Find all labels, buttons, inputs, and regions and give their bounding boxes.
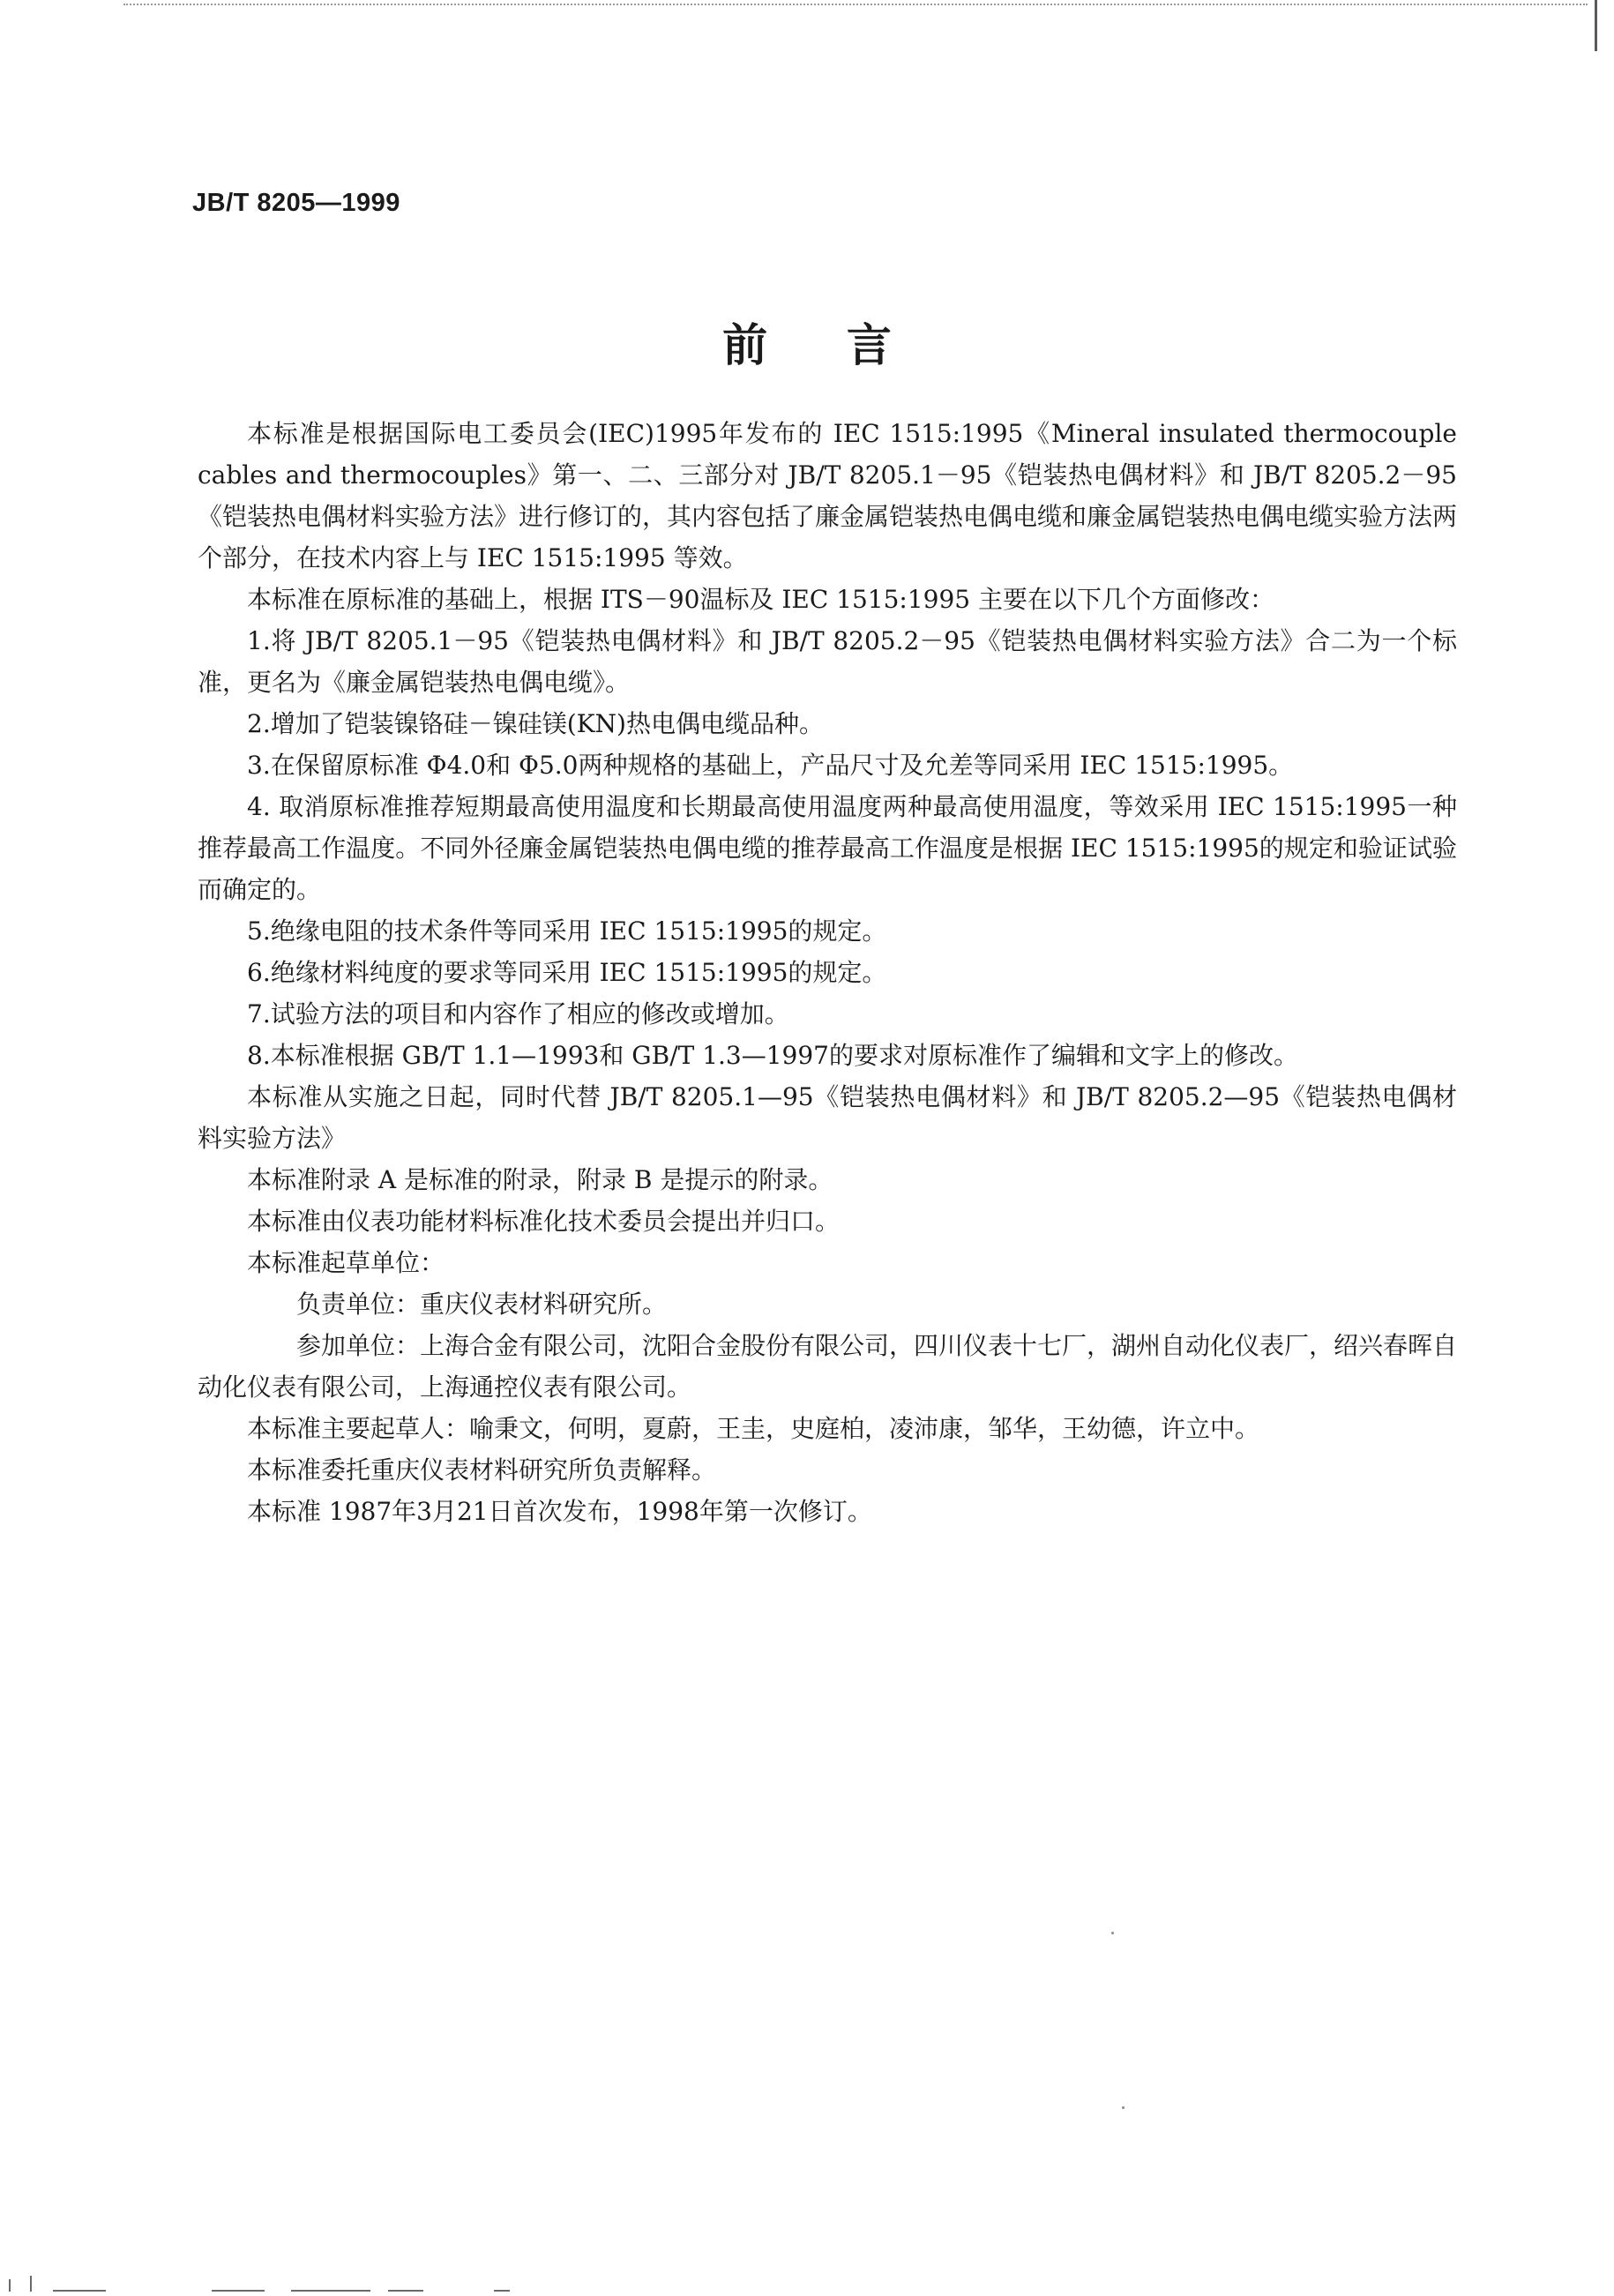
- list-item-2: 2.增加了铠装镍铬硅－镍硅镁(KN)热电偶电缆品种。: [247, 709, 824, 738]
- paragraph-interpretation: 本标准委托重庆仪表材料研究所负责解释。: [247, 1455, 717, 1485]
- list-item-3: 3.在保留原标准 Φ4.0和 Φ5.0两种规格的基础上，产品尺寸及允差等同采用 IEC 1515:1995。: [247, 751, 1294, 780]
- paragraph-participating-units: 参加单位：上海合金有限公司，沈阳合金股份有限公司，四川仪表十七厂，湖州自动化仪表厂，绍兴春晖自动化仪表有限公司，上海通控仪表有限公司。: [198, 1331, 1458, 1402]
- paragraph-appendix: 本标准附录 A 是标准的附录，附录 B 是提示的附录。: [247, 1165, 833, 1194]
- scan-speck: [1122, 2106, 1125, 2109]
- list-item-6: 6.绝缘材料纯度的要求等同采用 IEC 1515:1995的规定。: [247, 958, 887, 987]
- list-item-1: 1.将 JB/T 8205.1－95《铠装热电偶材料》和 JB/T 8205.2－95《铠装热电偶材料实验方法》合二为一个标准，更名为《廉金属铠装热电偶电缆》。: [198, 626, 1457, 697]
- paragraph-replacement: 本标准从实施之日起，同时代替 JB/T 8205.1—95《铠装热电偶材料》和 JB/T 8205.2—95《铠装热电偶材料实验方法》: [198, 1082, 1457, 1153]
- paragraph-responsible-unit: 负责单位：重庆仪表材料研究所。: [296, 1290, 668, 1319]
- paragraph-proposer: 本标准由仪表功能材料标准化技术委员会提出并归口。: [247, 1207, 841, 1236]
- paragraph-basis: 本标准在原标准的基础上，根据 ITS－90温标及 IEC 1515:1995 主要在以下几个方面修改：: [247, 585, 1275, 614]
- paragraph-history: 本标准 1987年3月21日首次发布，1998年第一次修订。: [247, 1497, 872, 1526]
- list-item-5: 5.绝缘电阻的技术条件等同采用 IEC 1515:1995的规定。: [247, 916, 887, 946]
- list-item-7: 7.试验方法的项目和内容作了相应的修改或增加。: [247, 999, 789, 1028]
- paragraph-drafting-units: 本标准起草单位：: [247, 1248, 445, 1277]
- scan-edge-line: [123, 4, 1588, 7]
- paragraph-intro: 本标准是根据国际电工委员会(IEC)1995年发布的 IEC 1515:1995《Mineral insulated thermocouple cables and thermocouples》第一、二、三部分对 JB/T 8205.1－95《铠装热电偶材料》和 JB/T 8205.2－95《铠装热电偶材料实验方法》进行修订的，其内容包括了廉金属铠装热电偶电缆和廉金属铠装热电偶电缆实验方法两个部分，在技术内容上与 IEC 1515:1995 等效。: [198, 419, 1458, 572]
- paragraph-drafters: 本标准主要起草人：喻秉文，何明，夏蔚，王圭，史庭柏，凌沛康，邹华，王幼德，许立中。: [247, 1414, 1260, 1443]
- page-title: 前 言: [722, 320, 923, 372]
- scan-edge-mark: [1595, 0, 1597, 51]
- list-item-8: 8.本标准根据 GB/T 1.1—1993和 GB/T 1.3—1997的要求对原标准作了编辑和文字上的修改。: [247, 1041, 1298, 1070]
- scan-bottom-marks: [0, 2258, 1614, 2296]
- standard-code: JB/T 8205—1999: [192, 189, 400, 217]
- list-item-4: 4. 取消原标准推荐短期最高使用温度和长期最高使用温度两种最高使用温度，等效采用 IEC 1515:1995一种推荐最高工作温度。不同外径廉金属铠装热电偶电缆的推荐最高工作温度是根据 IEC 1515:1995的规定和验证试验而确定的。: [198, 792, 1457, 904]
- scan-speck: [1111, 1932, 1114, 1934]
- foreword-body: [198, 413, 1457, 1532]
